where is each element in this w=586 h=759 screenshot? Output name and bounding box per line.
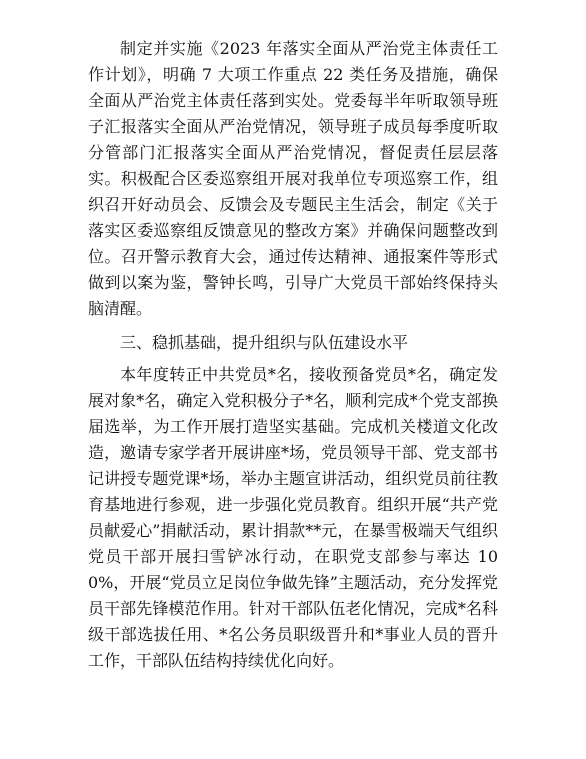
section-heading: 三、稳抓基础，提升组织与队伍建设水平 xyxy=(120,333,409,352)
paragraph-organization: 本年度转正中共党员*名，接收预备党员*名，确定发展对象*名，确定入党积极分子*名，顺利完成*个党支部换届选举，为工作开展打造坚实基础。完成机关楼道文化改造，邀请专家学者开展讲座*场，党员领导干部、党支部书记讲授专题党课*场，举办主题宣讲活动，组织党员前往教育基地进行参观，进一步强化党员教育。组织开展“共产党员献爱心”捐献活动，累计捐款**元，在暴雪极端天气组织党员干部开展扫雪铲冰行动，在职党支部参与率达 100%，开展“党员立足岗位争做先锋”主题活动，充分发挥党员干部先锋模范作用。针对干部队伍老化情况，完成*名科级干部选拔任用、*名公务员职级晋升和*事业人员的晋升工作，干部队伍结构持续优化向好。 xyxy=(88,365,498,670)
paragraph-responsibility: 制定并实施《2023 年落实全面从严治党主体责任工作计划》，明确 7 大项工作重点 22 类任务及措施，确保全面从严治党主体责任落到实处。党委每半年听取领导班子汇报落实全面从严治党情况，领导班子成员每季度听取分管部门汇报落实全面从严治党情况，督促责任层层落实。积极配合区委巡察组开展对我单位专项巡察工作，组织召开好动员会、反馈会及专题民主生活会，制定《关于落实区委巡察组反馈意见的整改方案》并确保问题整改到位。召开警示教育大会，通过传达精神、通报案件等形式做到以案为鉴，警钟长鸣，引导广大党员干部始终保持头脑清醒。 xyxy=(88,39,498,318)
document-page xyxy=(88,36,498,674)
